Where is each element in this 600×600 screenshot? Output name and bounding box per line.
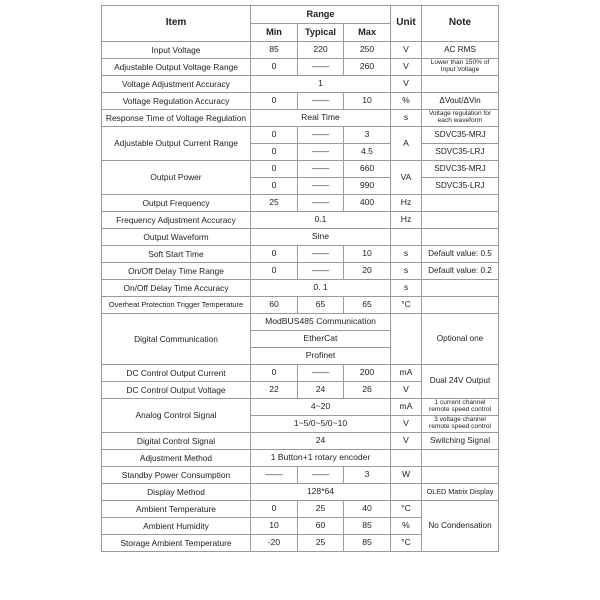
typical-cell: —— — [298, 467, 344, 484]
item-cell: Adjustable Output Current Range — [102, 127, 251, 161]
value-cell: 128*64 — [251, 484, 391, 501]
unit-cell: °C — [391, 501, 422, 518]
unit-cell: V — [391, 76, 422, 93]
table-row — [102, 297, 499, 314]
typical-cell: 60 — [298, 518, 344, 535]
spec-table — [101, 5, 499, 552]
typical-cell: 65 — [298, 297, 344, 314]
min-cell: 0 — [251, 161, 298, 178]
table-row — [102, 127, 499, 144]
note-cell — [422, 450, 499, 467]
header-min: Min — [251, 24, 298, 42]
max-cell: 40 — [344, 501, 391, 518]
note-cell: Voltage regulation for each waveform — [422, 110, 499, 127]
table-row — [102, 76, 499, 93]
max-cell: 400 — [344, 195, 391, 212]
note-cell: Default value: 0.5 — [422, 246, 499, 263]
unit-cell: °C — [391, 535, 422, 552]
unit-cell: V — [391, 382, 422, 399]
unit-cell: VA — [391, 161, 422, 195]
table-row — [102, 399, 499, 416]
unit-cell: V — [391, 42, 422, 59]
min-cell: 0 — [251, 144, 298, 161]
typical-cell: —— — [298, 127, 344, 144]
item-cell: Ambient Temperature — [102, 501, 251, 518]
item-cell: Storage Ambient Temperature — [102, 535, 251, 552]
unit-cell: mA — [391, 399, 422, 416]
header-range: Range — [251, 6, 391, 24]
note-cell: Switching Signal — [422, 433, 499, 450]
typical-cell: 25 — [298, 501, 344, 518]
unit-cell: V — [391, 416, 422, 433]
table-row — [102, 365, 499, 382]
item-cell: Overheat Protection Trigger Temperature — [102, 297, 251, 314]
typical-cell: 220 — [298, 42, 344, 59]
min-cell: 0 — [251, 263, 298, 280]
unit-cell: s — [391, 263, 422, 280]
header-row — [102, 6, 499, 24]
header-typical: Typical — [298, 24, 344, 42]
table-row — [102, 161, 499, 178]
typical-cell: 24 — [298, 382, 344, 399]
typical-cell: —— — [298, 178, 344, 195]
item-cell: Output Frequency — [102, 195, 251, 212]
table-row — [102, 450, 499, 467]
header-item: Item — [102, 6, 251, 42]
typical-cell: —— — [298, 246, 344, 263]
typical-cell: —— — [298, 365, 344, 382]
unit-cell — [391, 314, 422, 365]
typical-cell: —— — [298, 93, 344, 110]
typical-cell: —— — [298, 144, 344, 161]
item-cell: Display Method — [102, 484, 251, 501]
item-cell: Response Time of Voltage Regulation — [102, 110, 251, 127]
unit-cell: V — [391, 59, 422, 76]
item-cell: Adjustable Output Voltage Range — [102, 59, 251, 76]
note-cell: Optional one — [422, 314, 499, 365]
typical-cell: 25 — [298, 535, 344, 552]
item-cell: Analog Control Signal — [102, 399, 251, 433]
value-cell: Real Time — [251, 110, 391, 127]
min-cell: 22 — [251, 382, 298, 399]
value-cell: 0.1 — [251, 212, 391, 229]
note-cell — [422, 280, 499, 297]
header-unit: Unit — [391, 6, 422, 42]
table-row — [102, 195, 499, 212]
value-cell: 1~5/0~5/0~10 — [251, 416, 391, 433]
item-cell: DC Control Output Voltage — [102, 382, 251, 399]
note-cell — [422, 195, 499, 212]
max-cell: 65 — [344, 297, 391, 314]
table-row — [102, 42, 499, 59]
item-cell: On/Off Delay Time Accuracy — [102, 280, 251, 297]
note-cell: 3 voltage channel remote speed control — [422, 416, 499, 433]
table-row — [102, 229, 499, 246]
note-cell: Default value: 0.2 — [422, 263, 499, 280]
max-cell: 85 — [344, 535, 391, 552]
max-cell: 660 — [344, 161, 391, 178]
table-row — [102, 280, 499, 297]
unit-cell: °C — [391, 297, 422, 314]
min-cell: 0 — [251, 178, 298, 195]
typical-cell: —— — [298, 263, 344, 280]
max-cell: 3 — [344, 467, 391, 484]
value-cell: Profinet — [251, 348, 391, 365]
table-row — [102, 467, 499, 484]
unit-cell: Hz — [391, 195, 422, 212]
unit-cell: s — [391, 246, 422, 263]
unit-cell — [391, 450, 422, 467]
item-cell: Output Waveform — [102, 229, 251, 246]
min-cell: 10 — [251, 518, 298, 535]
note-cell: SDVC35-LRJ — [422, 144, 499, 161]
max-cell: 26 — [344, 382, 391, 399]
typical-cell: —— — [298, 161, 344, 178]
header-max: Max — [344, 24, 391, 42]
table-row — [102, 93, 499, 110]
unit-cell: mA — [391, 365, 422, 382]
min-cell: 85 — [251, 42, 298, 59]
unit-cell: V — [391, 433, 422, 450]
unit-cell: A — [391, 127, 422, 161]
note-cell: SDVC35-MRJ — [422, 161, 499, 178]
table-row — [102, 246, 499, 263]
max-cell: 200 — [344, 365, 391, 382]
note-cell: Dual 24V Output — [422, 365, 499, 399]
typical-cell: —— — [298, 59, 344, 76]
min-cell: 60 — [251, 297, 298, 314]
table-row — [102, 263, 499, 280]
unit-cell: Hz — [391, 212, 422, 229]
min-cell: 0 — [251, 365, 298, 382]
note-cell: AC RMS — [422, 42, 499, 59]
table-row — [102, 501, 499, 518]
table-row — [102, 314, 499, 331]
min-cell: 25 — [251, 195, 298, 212]
max-cell: 990 — [344, 178, 391, 195]
item-cell: Adjustment Method — [102, 450, 251, 467]
item-cell: Frequency Adjustment Accuracy — [102, 212, 251, 229]
value-cell: 24 — [251, 433, 391, 450]
table-row — [102, 212, 499, 229]
unit-cell: W — [391, 467, 422, 484]
unit-cell: s — [391, 280, 422, 297]
item-cell: Input Voltage — [102, 42, 251, 59]
item-cell: DC Control Output Current — [102, 365, 251, 382]
note-cell — [422, 229, 499, 246]
note-cell: SDVC35-LRJ — [422, 178, 499, 195]
unit-cell — [391, 229, 422, 246]
value-cell: EtherCat — [251, 331, 391, 348]
item-cell: Digital Communication — [102, 314, 251, 365]
table-row — [102, 433, 499, 450]
note-cell — [422, 467, 499, 484]
note-cell: OLED Matrix Display — [422, 484, 499, 501]
table-row — [102, 484, 499, 501]
note-cell: SDVC35-MRJ — [422, 127, 499, 144]
header-note: Note — [422, 6, 499, 42]
item-cell: On/Off Delay Time Range — [102, 263, 251, 280]
item-cell: Ambient Humidity — [102, 518, 251, 535]
min-cell: 0 — [251, 501, 298, 518]
item-cell: Digital Control Signal — [102, 433, 251, 450]
note-cell: Lower than 150% of Input Voltage — [422, 59, 499, 76]
item-cell: Output Power — [102, 161, 251, 195]
min-cell: 0 — [251, 93, 298, 110]
unit-cell: % — [391, 93, 422, 110]
max-cell: 250 — [344, 42, 391, 59]
note-cell — [422, 297, 499, 314]
min-cell: -20 — [251, 535, 298, 552]
value-cell: 1 Button+1 rotary encoder — [251, 450, 391, 467]
unit-cell: % — [391, 518, 422, 535]
min-cell: 0 — [251, 127, 298, 144]
value-cell: 4~20 — [251, 399, 391, 416]
min-cell: 0 — [251, 59, 298, 76]
min-cell: 0 — [251, 246, 298, 263]
note-cell: ΔVout/ΔVin — [422, 93, 499, 110]
table-row — [102, 59, 499, 76]
item-cell: Soft Start Time — [102, 246, 251, 263]
max-cell: 85 — [344, 518, 391, 535]
item-cell: Standby Power Consumption — [102, 467, 251, 484]
unit-cell — [391, 484, 422, 501]
min-cell: —— — [251, 467, 298, 484]
max-cell: 3 — [344, 127, 391, 144]
max-cell: 10 — [344, 93, 391, 110]
item-cell: Voltage Adjustment Accuracy — [102, 76, 251, 93]
value-cell: Sine — [251, 229, 391, 246]
max-cell: 20 — [344, 263, 391, 280]
max-cell: 260 — [344, 59, 391, 76]
note-cell: 1 current channel remote speed control — [422, 399, 499, 416]
table-row — [102, 110, 499, 127]
note-cell — [422, 76, 499, 93]
value-cell: 1 — [251, 76, 391, 93]
value-cell: ModBUS485 Communication — [251, 314, 391, 331]
max-cell: 10 — [344, 246, 391, 263]
unit-cell: s — [391, 110, 422, 127]
item-cell: Voltage Regulation Accuracy — [102, 93, 251, 110]
max-cell: 4.5 — [344, 144, 391, 161]
value-cell: 0. 1 — [251, 280, 391, 297]
typical-cell: —— — [298, 195, 344, 212]
note-cell — [422, 212, 499, 229]
note-cell: No Condensation — [422, 501, 499, 552]
